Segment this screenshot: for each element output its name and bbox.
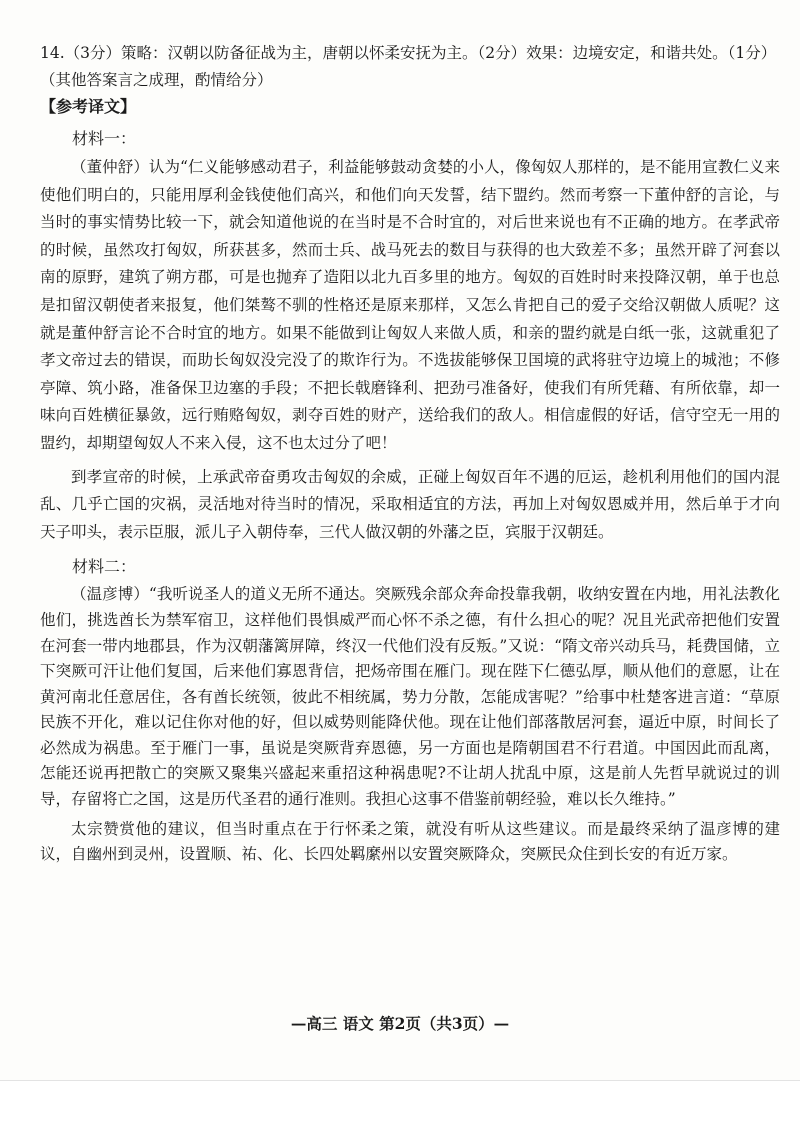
material1-paragraph-2: 到孝宣帝的时候，上承武帝奋勇攻击匈奴的余威，正碰上匈奴百年不遇的厄运，趁机利用他们的国内混乱、几乎亡国的灾祸，灵活地对待当时的情况，采取相适宜的方法，再加上对匈奴恩威并用，然后单于才向天子叩头，表示臣服，派儿子入朝侍奉，三代人做汉朝的外藩之臣，宾服于汉朝廷。: [40, 467, 780, 541]
material2-label: 材料二：: [72, 557, 137, 577]
page-content: [40, 40, 780, 868]
material1-paragraph-1: （董仲舒）认为“仁义能够感动君子，利益能够鼓动贪婪的小人，像匈奴人那样的，是不能用宣教仁义来使他们明白的，只能用厚利金钱使他们高兴，和他们向天发誓，结下盟约。然而考察一下董仲舒的言论，与当时的事实情势比较一下，就会知道他说的在当时是不合时宜的，对后世来说也有不正确的地方。在孝武帝的时候，虽然攻打匈奴，所获甚多，然而士兵、战马死去的数目与获得的也大致差不多；虽然开辟了河套以南的原野，建筑了朔方郡，可是也抛弃了造阳以北九百多里的地方。匈奴的百姓时时来投降汉朝，单于也总是扣留汉朝使者来报复，他们桀骜不驯的性格还是原来那样，又怎么肯把自己的爱子交给汉朝做人质呢？这就是董仲舒言论不合时宜的地方。如果不能做到让匈奴人来做人质，和亲的盟约就是白纸一张，这就重犯了孝文帝过去的错误，而助长匈奴没完没了的欺诈行为。不选拔能够保卫国境的武将驻守边境上的城池；不修亭障、筑小路，准备保卫边塞的手段；不把长戟磨锋利、把劲弓准备好，使我们有所凭藉、有所依靠，却一味向百姓横征暴敛，远行贿赂匈奴，剥夺百姓的财产，送给我们的敌人。相信虚假的好话，信守空无一用的盟约，却期望匈奴人不来入侵，这不也太过分了吧！: [40, 158, 780, 452]
translation-heading: 【参考译文】: [40, 97, 137, 116]
material2-paragraph-1: （温彦博）“我听说圣人的道义无所不通达。突厥残余部众奔命投靠我朝，收纳安置在内地，用礼法教化他们，挑选酋长为禁军宿卫，这样他们畏惧威严而心怀不杀之德，有什么担心的呢？况且光武帝把他们安置在河套一带内地郡县，作为汉朝藩篱屏障，终汉一代他们没有反叛。”又说：“隋文帝兴动兵马，耗费国储，立下突厥可汗让他们复国，后来他们寡恩背信，把炀帝围在雁门。现在陛下仁德弘厚，顺从他们的意愿，让在黄河南北任意居住，各有酋长统领，彼此不相统属，势力分散，怎能成害呢？”给事中杜楚客进言道：“草原民族不开化，难以记住你对他的好，但以威势则能降伏他。现在让他们部落散居河套，逼近中原，时间长了必然成为祸患。至于雁门一事，虽说是突厥背弃恩德，另一方面也是隋朝国君不行君道。中国因此而乱离，怎能还说再把散亡的突厥又聚集兴盛起来重招这种祸患呢?不让胡人扰乱中原，这是前人先哲早就说过的训导，存留将亡之国，这是历代圣君的通行准则。我担心这事不借鉴前朝经验，难以长久维持。”: [40, 585, 780, 809]
material1-label: 材料一：: [72, 129, 137, 148]
page-bottom-divider: [0, 1080, 800, 1081]
page-footer: —高三 语文 第2页（共3页）—: [290, 1014, 510, 1033]
material2-paragraph-2: 太宗赞赏他的建议，但当时重点在于行怀柔之策，就没有听从这些建议。而是最终采纳了温彦博的建议，自幽州到灵州，设置顺、祐、化、长四处羁縻州以安置突厥降众，突厥民众住到长安的有近万家。: [40, 819, 780, 864]
answer-14: 14.（3分）策略：汉朝以防备征战为主，唐朝以怀柔安抚为主。（2分）效果：边境安定，和谐共处。（1分）（其他答案言之成理，酌情给分）: [40, 44, 777, 89]
